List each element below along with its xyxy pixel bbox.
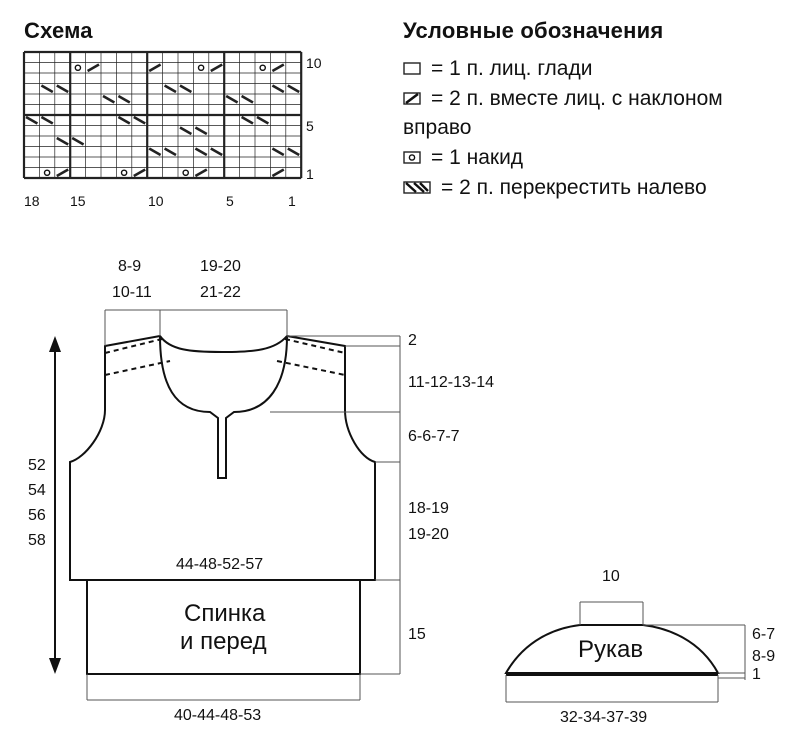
legend-text-knit: = 1 п. лиц. глади (431, 57, 593, 80)
sleeve-dim-bottom: 32-34-37-39 (560, 709, 648, 726)
legend-text-k2tog-cont: вправо (403, 116, 472, 139)
schema-title: Схема (24, 18, 93, 43)
chart-row-label-5: 5 (306, 118, 314, 134)
height-arrow-head-bottom (49, 658, 61, 674)
size-56: 56 (28, 507, 46, 524)
chart-col-label-15: 15 (70, 193, 86, 209)
legend-text-cross: = 2 п. перекрестить налево (441, 176, 707, 199)
legend-text-yo: = 1 накид (431, 146, 524, 169)
dim-neck-a: 19-20 (200, 258, 241, 275)
sleeve-dim-right-c: 1 (752, 666, 761, 683)
piece-label-line1: Спинка (184, 600, 266, 627)
dim-shoulder-b: 10-11 (112, 284, 152, 301)
chart-row-label-10: 10 (306, 55, 322, 71)
dim-width-upper: 44-48-52-57 (176, 556, 264, 573)
sleeve-dim-right-a: 6-7 (752, 626, 776, 643)
legend-title: Условные обозначения (403, 18, 664, 43)
dim-right-band: 15 (408, 626, 426, 643)
dim-right-2: 2 (408, 332, 417, 349)
dim-right-body-a: 18-19 (408, 500, 449, 517)
dim-right-armhole: 6-6-7-7 (408, 428, 460, 445)
dim-neck-b: 21-22 (200, 284, 241, 301)
chart-col-label-18: 18 (24, 193, 40, 209)
dim-shoulder-a: 8-9 (118, 258, 142, 275)
dim-right-body-b: 19-20 (408, 526, 449, 543)
chart-row-label-1: 1 (306, 166, 314, 182)
chart-col-label-5: 5 (226, 193, 234, 209)
legend-text-k2tog: = 2 п. вместе лиц. с наклоном (431, 87, 723, 110)
size-54: 54 (28, 482, 46, 499)
size-52: 52 (28, 457, 46, 474)
sleeve-dim-right-b: 8-9 (752, 648, 776, 665)
size-58: 58 (28, 532, 46, 549)
chart-col-label-10: 10 (148, 193, 164, 209)
height-arrow-head-top (49, 336, 61, 352)
sleeve-dim-top: 10 (602, 568, 620, 585)
dim-width-lower: 40-44-48-53 (174, 707, 262, 724)
sleeve-label: Рукав (578, 636, 644, 663)
neckline (160, 336, 287, 478)
chart-col-label-1: 1 (288, 193, 296, 209)
dim-right-shoulder: 11-12-13-14 (408, 374, 494, 391)
piece-label-line2: и перед (180, 628, 267, 655)
